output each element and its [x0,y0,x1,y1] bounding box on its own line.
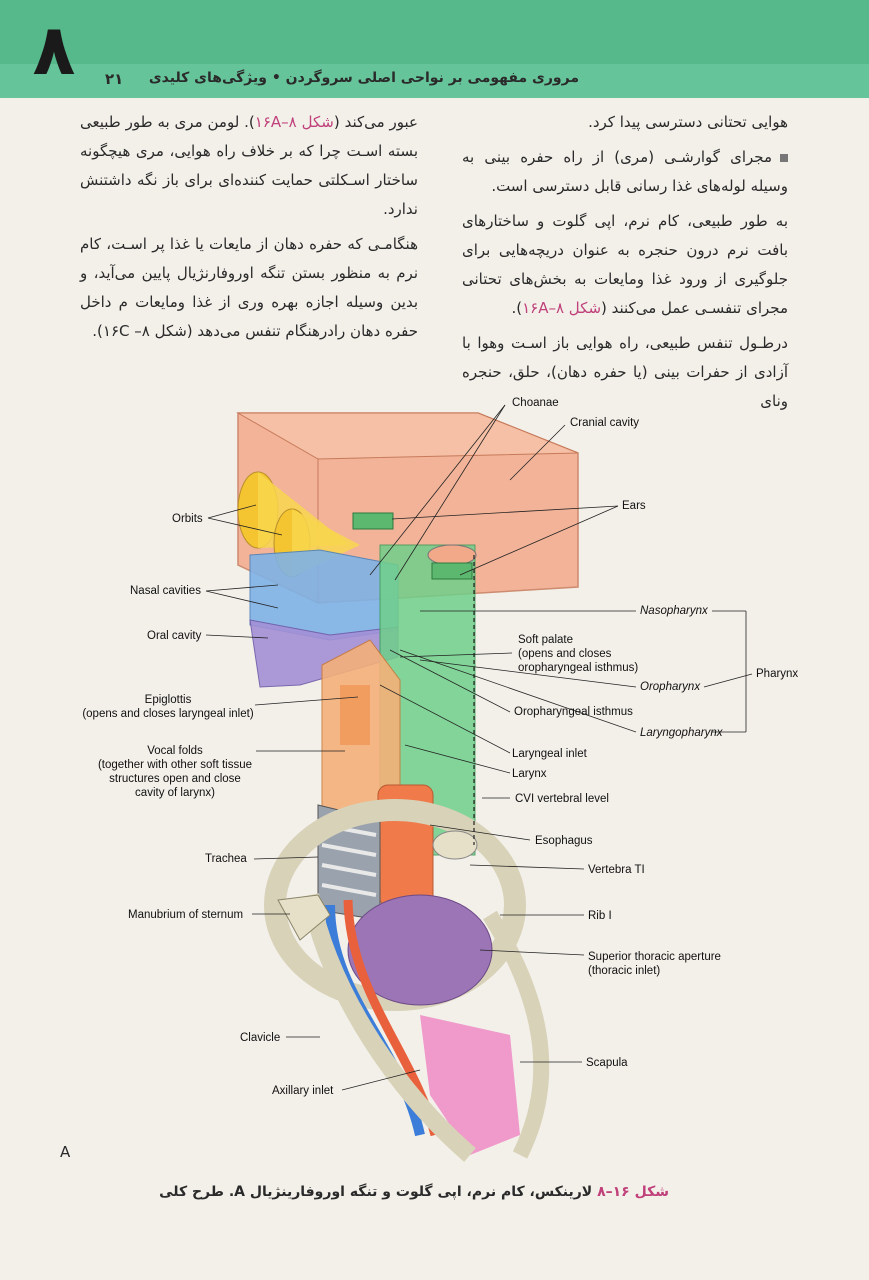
label-esophagus: Esophagus [535,835,593,847]
paragraph [462,207,788,323]
label-manubrium: Manubrium of sternum [128,909,244,921]
label-epiglottis [82,693,254,721]
label-line: cavity of larynx) [135,787,215,799]
label-pharynx: Pharynx [756,668,799,680]
text-column-right [462,108,788,422]
label-scapula: Scapula [586,1057,628,1069]
paragraph: هنگامـی که حفره دهان از مایعات یا غذا پر اسـت، کام نرم به منظور بستن تنگه اوروفارنژیال پایین می‌آید، و بدین وسیله اجازه بهره وری از غذا ومایعات م داخل حفره دهان رادرهنگام تنفس می‌دهد (شکل ۱۶C –۸). [80,235,418,340]
label-cvi-vertebral-level: CVI vertebral level [515,793,609,805]
paragraph-text: ). [511,299,523,317]
label-line: structures open and close [109,773,241,785]
label-line: Superior thoracic aperture [588,951,721,963]
label-line: Soft palate [518,634,573,646]
ear-shape [353,513,393,529]
figure-reference: شکل ۱۶A–۸ [522,299,602,317]
anatomy-figure [0,395,869,1185]
running-title: مروری مفهومی بر نواحی اصلی سروگردن • ویژگی‌های کلیدی [148,70,579,86]
label-vertebra-t1: Vertebra TI [588,864,645,876]
page-number: ۲۱ [105,70,124,88]
vertebra-shape [433,831,477,859]
label-nasal-cavities: Nasal cavities [130,585,201,597]
paragraph: درطـول تنفس طبیعی، راه هوایی باز اسـت وهوا با آزادی از حفرات بینی (یا حفره دهان)، حلق، حنجره ونای [462,334,788,410]
text-column-left [80,108,418,352]
paragraph: هوایی تحتانی دسترسی پیدا کرد. [588,113,788,131]
label-oral-cavity: Oral cavity [147,630,202,642]
label-line: oropharyngeal isthmus) [518,662,639,674]
label-larynx: Larynx [512,768,547,780]
label-laryngeal-inlet: Laryngeal inlet [512,748,587,760]
ear-shape [432,563,472,579]
label-line: (thoracic inlet) [588,965,661,977]
label-line: (opens and closes [518,648,612,660]
paragraph-text: ). لومن مری به طور طبیعی بسته اسـت چرا که بر خلاف راه هوایی، مری هیچگونه ساختار اسـکلتی حمایت کننده‌ای برای باز نگه داشتنش ندارد. [80,113,418,218]
label-axillary-inlet: Axillary inlet [272,1085,334,1097]
chapter-number: ۸ [32,9,76,91]
label-superior-thoracic-aperture [588,950,721,978]
label-line: Epiglottis [144,694,192,706]
label-orbits: Orbits [172,513,203,525]
paragraph-text: به طور طبیعی، کام نرم، اپی گلوت و ساختارهای بافت نرم درون حنجره به عنوان دریچه‌هایی برای جلوگیری از ورود غذا ومایعات به بخش‌های تحتانی مجرای تنفسـی عمل می‌کنند ( [462,212,788,317]
paragraph-text: عبور می‌کند ( [333,113,419,131]
label-nasopharynx: Nasopharynx [640,605,708,617]
figure-reference: شکل ۱۶A–۸ [254,113,334,131]
label-line: (together with other soft tissue [97,759,253,771]
label-rib-1: Rib I [588,910,612,922]
bullet-paragraph [462,143,788,201]
label-line: Vocal folds [147,745,203,757]
figure-caption [159,1184,669,1200]
label-line: (opens and closes laryngeal inlet) [82,708,254,720]
label-ears: Ears [622,500,646,512]
label-oropharynx: Oropharynx [640,681,701,693]
label-laryngopharynx: Laryngopharynx [640,727,723,739]
paragraph-text: مجرای گوارشـی (مری) از راه حفره بینی به وسیله لوله‌های غذا رسانی قابل دسترسی است. [462,148,788,195]
label-vocal-folds [96,744,254,800]
label-clavicle: Clavicle [240,1032,281,1044]
caption-number: شکل ۱۶–۸ [597,1184,669,1200]
label-cranial-cavity: Cranial cavity [570,417,640,429]
label-trachea: Trachea [205,853,247,865]
paragraph [80,108,418,224]
label-soft-palate [518,633,638,675]
bullet-icon [780,154,788,162]
caption-text: لارینکس، کام نرم، اپی گلوت و تنگه اوروفارینژیال A. طرح کلی [159,1184,593,1200]
figure-panel-letter: A [60,1143,71,1161]
page-header [0,0,869,98]
label-choanae: Choanae [512,397,559,409]
label-oropharyngeal-isthmus: Oropharyngeal isthmus [514,706,633,718]
